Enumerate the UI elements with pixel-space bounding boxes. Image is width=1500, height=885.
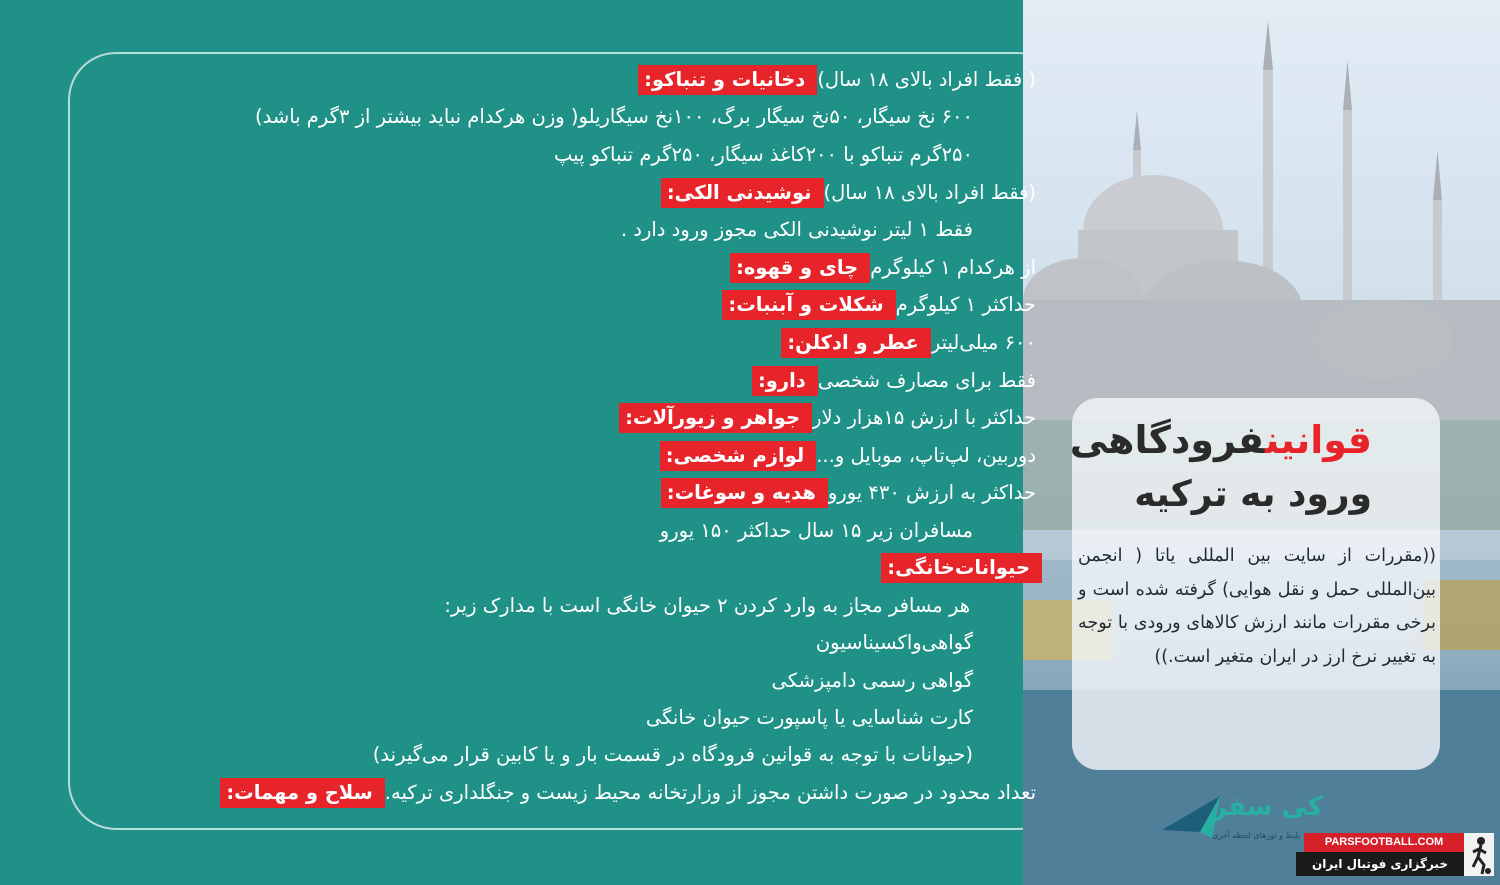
- rule-value: حداکثر به ارزش ۴۳۰ یورو: [827, 481, 1036, 504]
- rule-jewelry: [619, 403, 1042, 433]
- rule-detail: ۶۰۰ نخ سیگار، ۵۰نخ سیگار برگ، ۱۰۰نخ سیگاریلو( وزن هرکدام نباید بیشتر از ۳گرم باشد): [255, 105, 973, 128]
- watermark-site: PARSFOOTBALL.COM: [1304, 833, 1464, 852]
- rule-label: لوازم شخصی:: [660, 441, 817, 471]
- rule-label: حیوانات‌خانگی:: [881, 553, 1042, 583]
- rule-label: جواهر و زیورآلات:: [619, 403, 812, 433]
- rule-tea: [730, 253, 1042, 283]
- rule-perfume: [781, 328, 1042, 358]
- rule-value: دوربین، لپ‌تاپ، موبایل و...: [816, 444, 1036, 467]
- rule-detail: ۲۵۰گرم تنباکو با ۲۰۰کاغذ سیگار، ۲۵۰گرم تنباکو پیپ: [553, 143, 973, 166]
- watermark-name: خبرگزاری فوتبال ایران: [1296, 852, 1464, 876]
- rule-alcohol: [661, 178, 1042, 208]
- rule-detail: گواهی‌واکسیناسیون: [815, 631, 973, 654]
- page-subtitle: ورود به ترکیه: [1134, 474, 1372, 515]
- page-title: قوانینفرودگاهی: [1069, 418, 1372, 462]
- rule-value: (فقط افراد بالای ۱۸ سال): [823, 181, 1036, 204]
- rule-detail: (حیوانات با توجه به قوانین فرودگاه در قسمت بار و یا کابین قرار می‌گیرند): [372, 743, 973, 766]
- rule-value: فقط برای مصارف شخصی: [817, 369, 1036, 392]
- rule-value: تعداد محدود در صورت داشتن مجوز از وزارتخانه محیط زیست و جنگلداری ترکیه.: [384, 781, 1036, 804]
- rule-value: ۶۰۰ میلی‌لیتر: [930, 331, 1036, 354]
- rule-gifts: [661, 478, 1042, 508]
- rule-value: ( فقط افراد بالای ۱۸ سال): [817, 68, 1036, 91]
- rule-detail: گواهی رسمی دامپزشکی: [771, 669, 973, 692]
- rule-value: حداکثر ۱ کیلوگرم: [895, 293, 1036, 316]
- rule-value: حداکثر با ارزش ۱۵هزار دلار: [812, 406, 1036, 429]
- football-player-icon: [1464, 833, 1494, 876]
- rule-medicine: [752, 366, 1042, 396]
- rule-label: سلاح و مهمات:: [220, 778, 384, 808]
- rule-detail: مسافران زیر ۱۵ سال حداکثر ۱۵۰ یورو: [659, 519, 973, 542]
- rule-label: نوشیدنی الکی:: [661, 178, 824, 208]
- rule-personal: [660, 441, 1042, 471]
- rule-label: شکلات و آبنبات:: [722, 290, 895, 320]
- rule-detail: کارت شناسایی یا پاسپورت حیوان خانگی: [645, 706, 973, 729]
- rule-value: از هرکدام ۱ کیلوگرم: [870, 256, 1036, 279]
- brand-logo-text: کی سفر: [1212, 792, 1323, 822]
- rule-detail: فقط ۱ لیتر نوشیدنی الکی مجوز ورود دارد .: [620, 218, 973, 241]
- rule-label: چای و قهوه:: [730, 253, 870, 283]
- rule-label: عطر و ادکلن:: [781, 328, 930, 358]
- source-note: ((مقررات از سایت بین المللی یاتا ( انجمن بین‌المللی حمل و نقل هوایی) گرفته شده است و برخی مقررات مانند ارزش کالاهای ورودی با توجه به تغییر نرخ ارز در ایران متغیر است.)): [1078, 546, 1436, 667]
- rule-label: هدیه و سوغات:: [661, 478, 828, 508]
- rule-tobacco: [638, 65, 1042, 95]
- rule-pets: [881, 553, 1042, 583]
- rule-label: دارو:: [752, 366, 818, 396]
- rule-detail: هر مسافر مجاز به وارد کردن ۲ حیوان خانگی است با مدارک زیر:: [444, 594, 970, 617]
- rule-label: دخانیات و تنباکو:: [638, 65, 817, 95]
- rule-weapons: [220, 778, 1042, 808]
- rule-chocolate: [722, 290, 1042, 320]
- brand-tagline: بلیط و تورهای لحظه آخری: [1212, 831, 1301, 840]
